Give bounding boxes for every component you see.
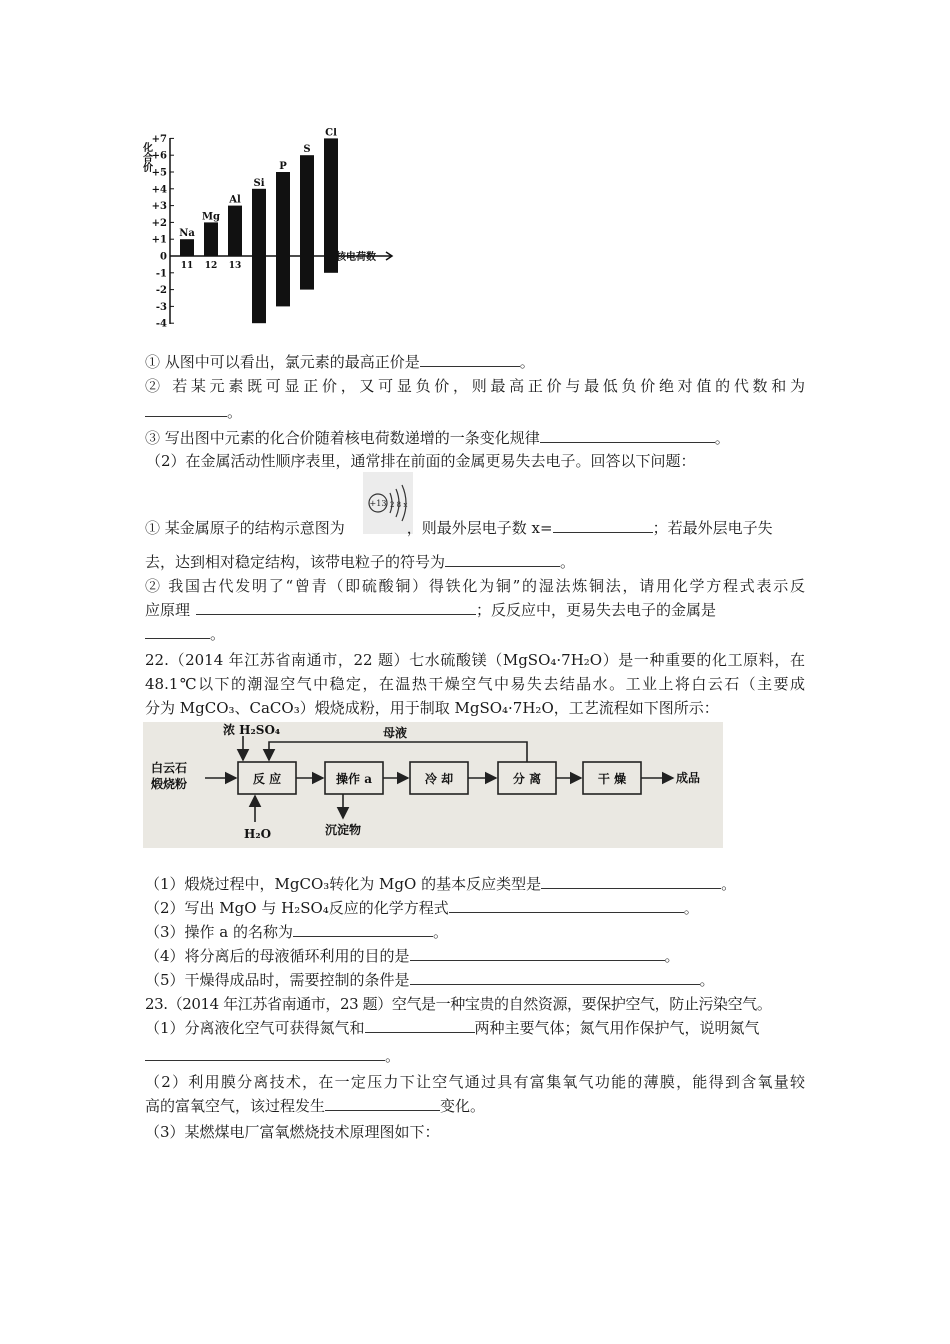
bar-label-Si: Si: [253, 177, 265, 189]
y-tick-label: +6: [151, 150, 167, 162]
answer-blank[interactable]: [145, 1046, 385, 1061]
flow-label-box3: 冷 却: [424, 772, 454, 786]
flow-label-mother: 母液: [383, 726, 408, 740]
y-tick-label: +3: [151, 201, 167, 213]
q21-text-6a: ① 某金属原子的结构示意图为: [145, 519, 345, 537]
q21-text-9a: 应原理: [145, 601, 191, 619]
q23-line-5: [145, 1096, 485, 1116]
q23-text-2a: （1）分离液化空气可获得氮气和: [145, 1019, 365, 1037]
q22-sub-1: [145, 874, 736, 894]
y-tick-label: +4: [151, 184, 167, 196]
flow-label-feed1: 白云石: [151, 761, 188, 775]
x-tick-label: 11: [180, 261, 194, 271]
bar-label-S: S: [303, 144, 311, 156]
x-axis-title: 核电荷数: [336, 252, 376, 263]
bar-positive-Si: [252, 189, 266, 256]
q21-line-3: [145, 402, 242, 422]
q21-line-10: [145, 624, 225, 644]
valence-chart: [140, 128, 400, 328]
y-tick-label: +7: [151, 133, 167, 145]
q23-line-2: [145, 1018, 760, 1038]
answer-blank[interactable]: [449, 898, 684, 913]
q21-end-7: 。: [560, 553, 576, 571]
y-tick-label: +5: [151, 167, 167, 179]
flow-label-box5: 干 燥: [597, 772, 627, 786]
answer-blank[interactable]: [410, 970, 700, 985]
q21-text-1: ① 从图中可以看出，氯元素的最高正价是: [145, 353, 420, 371]
bar-label-Mg: Mg: [201, 211, 221, 223]
q22-text-s3: （3）操作 a 的名称为: [145, 923, 294, 941]
q23-line-3: [145, 1046, 400, 1066]
bar-label-P: P: [279, 161, 287, 172]
flow-label-box2: 操作 a: [336, 772, 372, 786]
q22-end-s3: 。: [433, 923, 449, 941]
q21-text-7: 去，达到相对稳定结构，该带电粒子的符号为: [145, 553, 446, 571]
q21-part2-heading: （2）在金属活动性顺序表里，通常排在前面的金属更易失去电子。回答以下问题：: [146, 452, 696, 470]
bar-label-Na: Na: [179, 228, 195, 240]
q22-text-s1: （1）煅烧过程中，MgCO₃转化为 MgO 的基本反应类型是: [145, 875, 542, 893]
q21-text-6c: ；若最外层电子失: [652, 519, 773, 537]
q21-line-7: [145, 552, 575, 572]
process-flow-diagram: [143, 722, 723, 848]
flow-label-product: 成品: [676, 771, 701, 785]
answer-blank[interactable]: [445, 552, 560, 567]
q21-text-4: ③ 写出图中元素的化合价随着核电荷数递增的一条变化规律: [145, 429, 540, 447]
q22-sub-4: [145, 946, 680, 966]
q21-line-1: [145, 352, 535, 372]
bar-positive-Na: [180, 239, 194, 256]
bar-positive-Cl: [324, 138, 338, 256]
q22-end-s5: 。: [699, 971, 715, 989]
bar-positive-P: [276, 172, 290, 256]
q21-end-1: 。: [519, 353, 535, 371]
answer-blank[interactable]: [145, 402, 227, 417]
q22-end-s4: 。: [664, 947, 680, 965]
q22-end-s1: 。: [721, 875, 737, 893]
q22-line-3: 分为 MgCO₃、CaCO₃）煅烧成粉，用于制取 MgSO₄·7H₂O，工艺流程如下图所示：: [145, 699, 719, 717]
bar-negative-S: [300, 256, 314, 290]
x-tick-label: 12: [204, 261, 218, 271]
bar-label-Al: Al: [229, 194, 241, 206]
q23-text-2b: 两种主要气体；氮气用作保护气，说明氮气: [474, 1019, 760, 1037]
q21-line-8: ② 我国古代发明了“曾青（即硫酸铜）得铁化为铜”的湿法炼铜法，请用化学方程式表示反: [145, 577, 805, 595]
answer-blank[interactable]: [410, 946, 665, 961]
bar-label-Cl: Cl: [325, 128, 337, 139]
q22-sub-5: [145, 970, 715, 990]
q22-text-s5: （5）干燥得成品时，需要控制的条件是: [145, 971, 410, 989]
q23-text-5b: 变化。: [440, 1097, 486, 1115]
flow-label-precip: 沉淀物: [325, 823, 362, 837]
q22-text-s4: （4）将分离后的母液循环利用的目的是: [145, 947, 410, 965]
q21-line-2: ② 若某元素既可显正价，又可显负价，则最高正价与最低负价绝对值的代数和为: [145, 377, 805, 395]
q22-sub-2: [145, 898, 699, 918]
answer-blank[interactable]: [540, 428, 715, 443]
q23-text-5a: 高的富氧空气，该过程发生: [145, 1097, 326, 1115]
answer-blank[interactable]: [293, 922, 433, 937]
y-tick-label: -4: [155, 318, 167, 328]
flow-label-feed2: 煅烧粉: [151, 777, 188, 791]
q21-end-4: 。: [714, 429, 730, 447]
y-tick-label: -3: [155, 301, 167, 313]
q21-line-4: [145, 428, 730, 448]
bar-negative-Si: [252, 256, 266, 323]
q21-end-10: 。: [210, 625, 226, 643]
y-tick-label: -1: [155, 268, 167, 280]
q23-end-3: 。: [385, 1047, 401, 1065]
answer-blank[interactable]: [196, 600, 476, 615]
q21-end-3: 。: [227, 403, 243, 421]
q22-line-1: 22.（2014 年江苏省南通市，22 题）七水硫酸镁（MgSO₄·7H₂O）是一种重要的化工原料，在: [145, 651, 805, 669]
q23-line-1: 23.（2014 年江苏省南通市，23 题）空气是一种宝贵的自然资源，要保护空气，防止污染空气。: [145, 995, 772, 1013]
y-axis-title: 化合价: [140, 142, 152, 172]
q22-sub-3: [145, 922, 448, 942]
q21-text-6b: ，则最外层电子数 x=: [406, 519, 553, 537]
bar-positive-Mg: [204, 222, 218, 256]
q22-text-s2: （2）写出 MgO 与 H₂SO₄反应的化学方程式: [145, 899, 449, 917]
bar-positive-S: [300, 155, 314, 256]
y-tick-label: +1: [151, 234, 167, 246]
atom-shell-electrons: 2 8 x: [390, 501, 408, 509]
atom-nucleus-label: +13: [369, 499, 387, 508]
bar-negative-P: [276, 256, 290, 306]
y-tick-label: +2: [151, 217, 167, 229]
answer-blank[interactable]: [541, 874, 721, 889]
x-tick-label: 13: [228, 261, 242, 271]
flow-label-box1: 反 应: [252, 772, 282, 786]
answer-blank[interactable]: [365, 1018, 475, 1033]
q21-line-9: [145, 600, 716, 620]
q21-text-9b: ；反反应中，更易失去电子的金属是: [476, 601, 717, 619]
bar-positive-Al: [228, 206, 242, 256]
q23-line-6: （3）某燃煤电厂富氧燃烧技术原理图如下：: [145, 1123, 440, 1141]
y-tick-label: 0: [160, 251, 167, 263]
answer-blank[interactable]: [145, 624, 210, 639]
y-tick-label: -2: [155, 285, 167, 297]
q21-line-6: [145, 518, 773, 538]
q22-end-s2: 。: [683, 899, 699, 917]
q23-line-4: （2）利用膜分离技术，在一定压力下让空气通过具有富集氧气功能的薄膜，能得到含氧量较: [145, 1073, 805, 1091]
q22-line-2: 48.1℃以下的潮湿空气中稳定，在温热干燥空气中易失去结晶水。工业上将白云石（主要成: [145, 675, 805, 693]
flow-label-water: H₂O: [244, 827, 272, 841]
flow-label-box4: 分 离: [512, 772, 542, 786]
answer-blank[interactable]: [325, 1096, 440, 1111]
answer-blank[interactable]: [553, 518, 653, 533]
flow-mother-liquor-loop: [269, 742, 527, 762]
flow-label-acid: 浓 H₂SO₄: [223, 723, 281, 737]
answer-blank[interactable]: [420, 352, 520, 367]
